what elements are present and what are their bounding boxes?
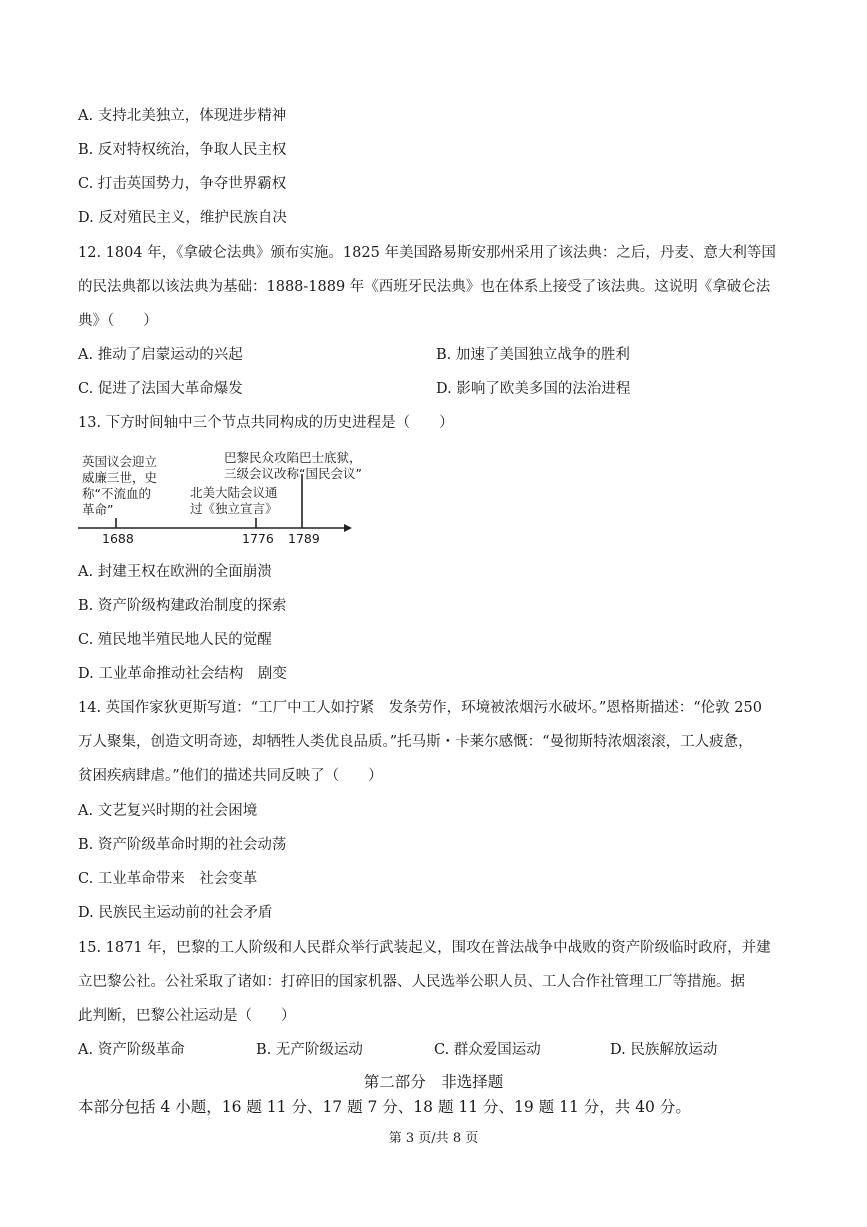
q11-option-b: B. 反对特权统治，争取人民主权 [78,142,287,158]
q15-stem-line-1: 15. 1871 年，巴黎的工人阶级和人民群众举行武装起义，围攻在普法战争中战败的资产阶级临时政府，并建 [78,940,771,956]
q13-stem: 13. 下方时间轴中三个节点共同构成的历史进程是（ ） [78,415,454,431]
q12-option-d: D. 影响了欧美多国的法治进程 [436,381,631,397]
q14-option-c: C. 工业革命带来 社会变革 [78,871,258,887]
timeline-year-1688: 1688 [102,531,134,546]
q15-option-a: A. 资产阶级革命 [78,1042,185,1058]
timeline-event-1688-line-4: 革命” [82,502,114,517]
timeline-event-1688-line-1: 英国议会迎立 [82,454,158,469]
q15-stem-line-2: 立巴黎公社。公社采取了诸如：打碎旧的国家机器、人民选举公职人员、工人合作社管理工厂等措施。据 [78,974,745,990]
part2-title: 第二部分 非选择题 [363,1073,504,1091]
q15-stem-line-3: 此判断，巴黎公社运动是（ ） [78,1008,296,1024]
q13-option-d: D. 工业革命推动社会结构 剧变 [78,666,287,682]
q14-option-a: A. 文艺复兴时期的社会困境 [78,803,258,819]
q14-stem-line-1: 14. 英国作家狄更斯写道：“工厂中工人如拧紧 发条劳作，环境被浓烟污水破坏。”恩格斯描述：“伦敦 250 [78,700,762,716]
q14-option-b: B. 资产阶级革命时期的社会动荡 [78,837,287,853]
part2-description: 本部分包括 4 小题，16 题 11 分、17 题 7 分、18 题 11 分、19 题 11 分，共 40 分。 [78,1098,691,1116]
q13-option-c: C. 殖民地半殖民地人民的觉醒 [78,632,272,648]
q11-option-d: D. 反对殖民主义，维护民族自决 [78,210,287,226]
timeline-event-1776-line-1: 北美大陆会议通 [190,485,278,500]
timeline-event-1789-line-1: 巴黎民众攻陷巴士底狱， [224,450,362,465]
q15-option-b: B. 无产阶级运动 [256,1042,363,1058]
timeline-event-1688-line-3: 称“不流血的 [82,486,151,501]
page-number: 第 3 页/共 8 页 [388,1131,479,1146]
q12-option-c: C. 促进了法国大革命爆发 [78,381,243,397]
timeline-event-1688 [82,454,157,518]
q15-option-d: D. 民族解放运动 [610,1042,718,1058]
timeline-event-1776 [190,485,278,517]
q14-stem-line-2: 万人聚集，创造文明奇迹，却牺牲人类优良品质。”托马斯・卡莱尔感慨：“曼彻斯特浓烟滚滚，工人疲惫， [78,734,753,750]
q13-option-b: B. 资产阶级构建政治制度的探索 [78,598,287,614]
timeline-year-1789: 1789 [288,531,320,546]
timeline-figure [76,452,406,548]
timeline-event-1776-line-2: 过《独立宣言》 [190,501,278,516]
q12-stem-line-3: 典》（ ） [78,313,158,329]
timeline-year-1776: 1776 [242,531,274,546]
q12-stem-line-1: 12. 1804 年，《拿破仑法典》颁布实施。1825 年美国路易斯安那州采用了该法典：之后，丹麦、意大利等国 [78,245,776,261]
q11-option-a: A. 支持北美独立，体现进步精神 [78,108,287,124]
timeline-event-1789-line-2: 三级会议改称“国民会议” [224,466,362,481]
q11-option-c: C. 打击英国势力，争夺世界霸权 [78,176,287,192]
q12-option-a: A. 推动了启蒙运动的兴起 [78,347,243,363]
timeline-arrow-icon [344,524,352,532]
timeline-event-1789 [224,450,362,482]
q14-option-d: D. 民族民主运动前的社会矛盾 [78,905,273,921]
q14-stem-line-3: 贫困疾病肆虐。”他们的描述共同反映了（ ） [78,768,383,784]
q13-option-a: A. 封建王权在欧洲的全面崩溃 [78,564,272,580]
q15-option-c: C. 群众爱国运动 [434,1042,541,1058]
q12-stem-line-2: 的民法典都以该法典为基础：1888-1889 年《西班牙民法典》也在体系上接受了该法典。这说明《拿破仑法 [78,279,771,295]
q12-option-b: B. 加速了美国独立战争的胜利 [436,347,630,363]
timeline-event-1688-line-2: 威廉三世，史 [82,470,158,485]
